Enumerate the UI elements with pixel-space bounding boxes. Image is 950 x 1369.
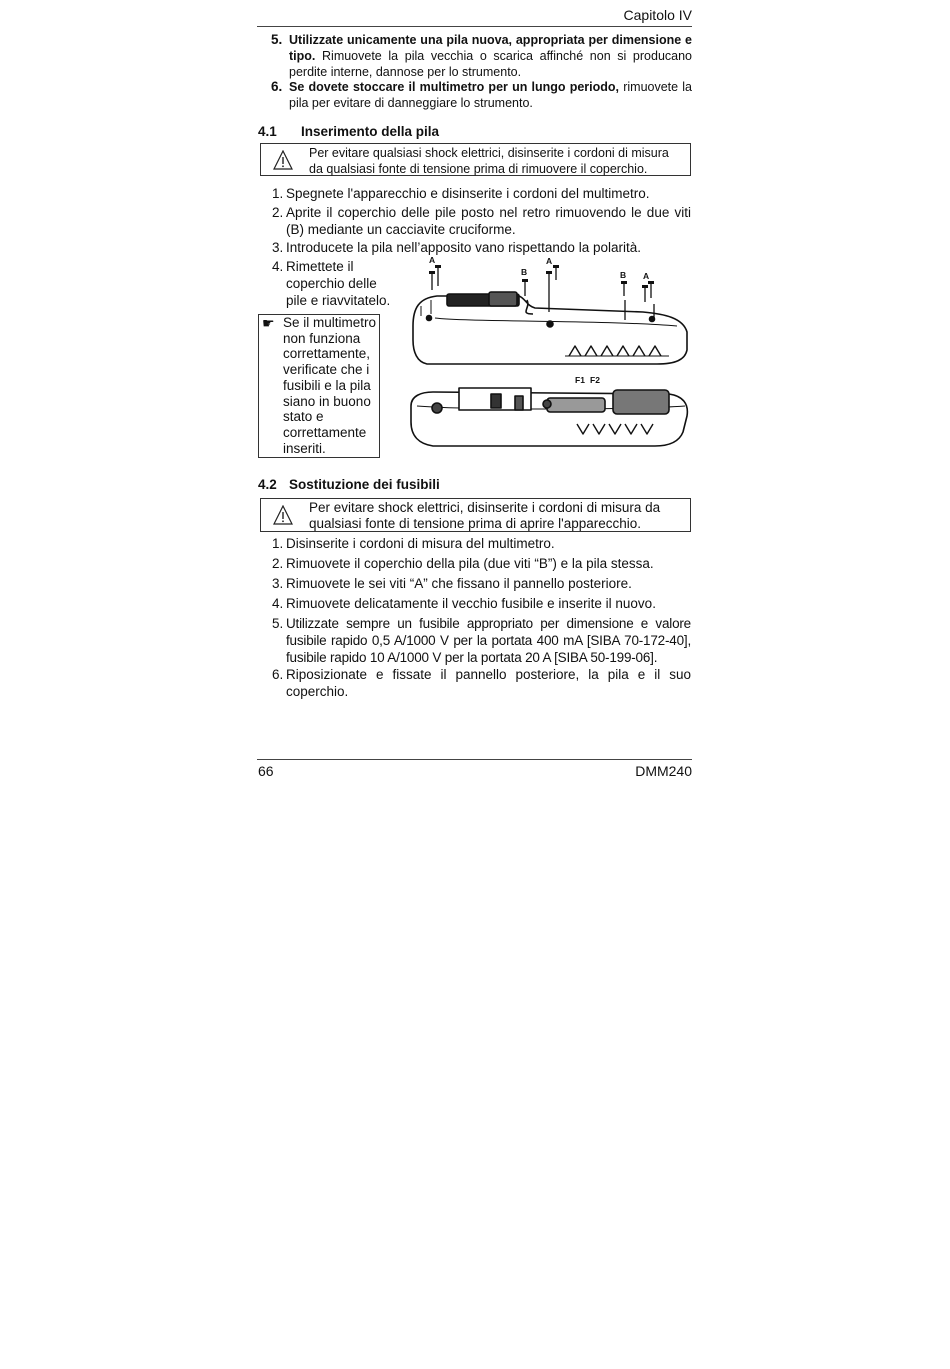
section-number: 4.2 [258, 477, 277, 492]
list-text: Riposizionate e fissate il pannello posteriore, la pila e il suo coperchio. [286, 667, 691, 699]
list-number: 6. [272, 667, 284, 682]
list-text: Disinserite i cordoni di misura del multimetro. [286, 536, 555, 551]
list-number: 2. [272, 556, 284, 571]
note-box [258, 314, 380, 458]
page-number: 66 [258, 763, 274, 779]
intro-item-text [289, 79, 692, 111]
page-footer [257, 759, 692, 778]
section-title: Inserimento della pila [301, 124, 440, 139]
warning-box [260, 498, 691, 532]
list-text: Rimuovete le sei viti “A” che fissano il pannello posteriore. [286, 576, 632, 591]
pointing-hand-icon: ☛ [262, 315, 275, 331]
list-text: Utilizzate sempre un fusibile appropriato per dimensione e valore fusibile rapido 0,5 A/1000 V per la portata 400 mA [SIBA 70-172-40], fusibile rapido 10 A/1000 V per la portata 20 A [SIBA 50-199-06]. [286, 616, 691, 665]
list-text-line: pile e riavvitatelo. [286, 293, 391, 308]
intro-item-bold: Se dovete stoccare il multimetro per un lungo periodo, [289, 80, 620, 94]
screw-label-b: B [521, 267, 528, 277]
list-number: 5. [272, 616, 284, 631]
warning-box [260, 143, 691, 176]
fuse-label-f1: F1 [575, 375, 585, 385]
list-text: Aprite il coperchio delle pile posto nel retro rimuovendo le due viti (B) mediante un cacciavite cruciforme. [286, 205, 691, 237]
intro-item-bold: Utilizzate unicamente una pila nuova, appropriata per dimensione e tipo. [289, 33, 692, 63]
list-text-line: coperchio delle [286, 276, 377, 291]
screw-label-a: A [643, 271, 650, 281]
warning-triangle-icon [273, 505, 293, 525]
screw-label-a: A [546, 256, 553, 266]
list-number: 4. [272, 596, 284, 611]
warning-text: Per evitare shock elettrici, disinserite i cordoni di misura da qualsiasi fonte di tensione prima di aprire l'apparecchio. [309, 500, 661, 531]
list-text: Spegnete l'apparecchio e disinserite i cordoni del multimetro. [286, 186, 650, 201]
multimeter-illustration [407, 256, 692, 451]
warning-triangle-icon [273, 150, 293, 170]
list-text: Rimuovete delicatamente il vecchio fusibile e inserite il nuovo. [286, 596, 656, 611]
list-text [286, 258, 406, 309]
list-number: 3. [272, 240, 284, 255]
intro-item-number: 5. [271, 32, 283, 47]
list-number: 4. [272, 259, 284, 274]
list-number: 3. [272, 576, 284, 591]
intro-item-rest: rimuovete la pila per evitare di danneggiare lo strumento. [289, 80, 693, 110]
list-text-line: Rimettete il [286, 259, 354, 274]
screw-label-b: B [620, 270, 627, 280]
model-name: DMM240 [635, 763, 692, 779]
warning-text: Per evitare qualsiasi shock elettrici, disinserite i cordoni di misura da qualsiasi fonte di tensione prima di rimuovere il coperchio. [309, 146, 669, 176]
list-number: 2. [272, 205, 284, 220]
list-text: Rimuovete il coperchio della pila (due viti “B”) e la pila stessa. [286, 556, 654, 571]
fuse-label-f2: F2 [590, 375, 600, 385]
note-text: Se il multimetro non funziona correttamente, verificate che i fusibili e la pila siano in buono stato e correttamente inseriti. [283, 315, 377, 456]
intro-item-rest: Rimuovete la pila vecchia o scarica affinché non si producano perdite interne, dannose per lo strumento. [289, 49, 692, 79]
list-number: 1. [272, 536, 284, 551]
screw-label-a: A [429, 256, 436, 265]
list-text: Introducete la pila nell’apposito vano rispettando la polarità. [286, 240, 641, 255]
page-header [257, 7, 692, 27]
intro-item-number: 6. [271, 79, 283, 94]
list-number: 1. [272, 186, 284, 201]
section-number: 4.1 [258, 124, 277, 139]
chapter-title: Capitolo IV [623, 7, 692, 23]
section-title: Sostituzione dei fusibili [289, 477, 440, 492]
intro-item-text [289, 32, 692, 80]
